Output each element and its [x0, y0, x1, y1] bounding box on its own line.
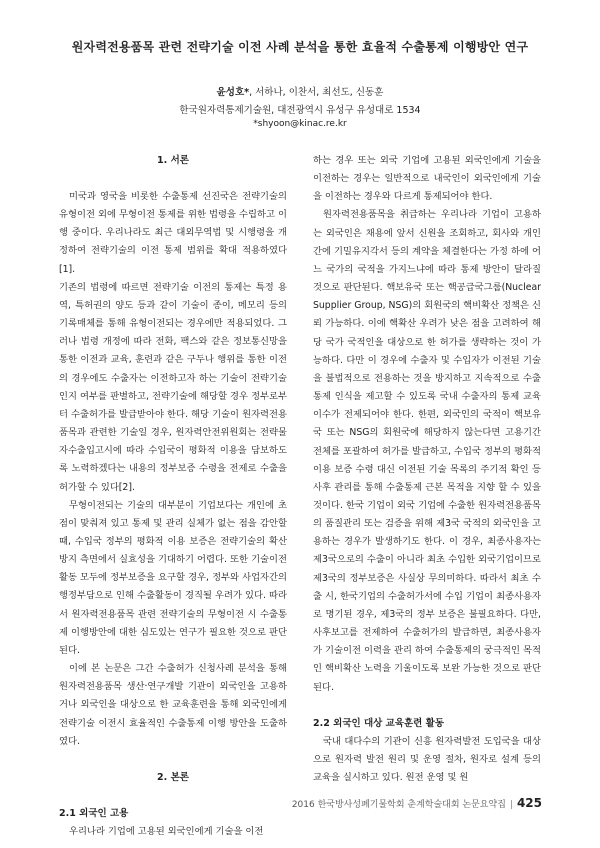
- intro-paragraph-1: 미국과 영국을 비롯한 수출통제 선진국은 전략기술의 유형이전 외에 무형이전 통제를 위한 법령을 수립하고 이행 중이다. 우리나라도 최근 대외무역법 및 시행령을 개정하여 전략기술의 이전 통제 범위를 확대 적용하였다[1].: [59, 191, 287, 275]
- body-paragraph-3: 원자력전용품목을 취급하는 우리나라 기업이 고용하는 외국인은 채용에 앞서 신원을 조회하고, 회사와 개인 간에 기밀유지각서 등의 계약을 체결한다는 가정 하에 어느 국가의 국적을 가지느냐에 따라 통제 방안이 달라질 것으로 판단된다. 핵보유국 또는 핵공급국그룹(Nuclear Supplier Group, NSG)의 회원국의 핵비확산 정책은 신뢰 가능하다. 이에 핵확산 우려가 낮은 점을 고려하여 해당 국가 국적인을 대상으로 한 허가를 생략하는 것이 가능하다. 다만 이 경우에 수출자 및 수입자가 이전된 기술을 불법적으로 전용하는 것을 방지하고 지속적으로 수출통제 인식을 제고할 수 있도록 국내 수출자의 통제 교육 이수가 전제되어야 한다. 한편, 외국인의 국적이 핵보유국 또는 NSG의 회원국에 해당하지 않는다면 고용기간 전체를 포괄하여 허가를 발급하고, 수입국 정부의 평화적 이용 보증 수령 대신 이전된 기술 목록의 주기적 확인 등 사후 관리를 통해 수출통제 근본 목적을 지향 할 수 있을 것이다. 한국 기업이 외국 기업에 수출한 원자력전용품목의 품질관리 또는 검증을 위해 제3국 국적의 외국인을 고용하는 경우가 발생하기도 한다. 이 경우, 최종사용자는 제3국으로의 수출이 아니라 최초 수입한 외국기업이므로 제3국의 정부보증은 사실상 무의미하다. 따라서 최초 수출 시, 한국기업의 수출허가서에 수입 기업이 최종사용자로 명기된 경우, 제3국의 정부 보증은 불필요하다. 다만, 사후보고를 전제하여 수출허가의 발급하면, 최종사용자가 기술이전 이력을 관리 하여 수출통제의 궁극적인 목적인 핵비확산 노력을 기울이도록 보완 가능한 것으로 판단된다.: [313, 209, 541, 693]
- right-column: [313, 152, 541, 787]
- corresponding-email: *shyoon@kinac.re.kr: [253, 119, 347, 129]
- lead-author: 윤성호*: [216, 87, 250, 98]
- spacer: [59, 787, 287, 805]
- intro-paragraph-2: 기존의 법령에 따르면 전략기술 이전의 통제는 특정 용역, 특허권의 양도 등과 같이 기술이 종이, 메모리 등의 기록매체를 통해 유형이전되는 경우에만 적용되었다. 그러나 법령 개정에 따라 전화, 팩스와 같은 정보통신망을 통한 이전과 교육, 훈련과 같은 구두나 행위를 통한 이전의 경우에도 수출자는 이전하고자 하는 기술이 전략기술인지 여부를 판별하고, 전략기술에 해당할 경우 정부로부터 수출허가를 발급받아야 한다. 해당 기술이 원자력전용품목과 관련한 기술일 경우, 원자력안전위원회는 전략물자수출입고시에 따라 수입국이 평화적 이용을 담보하도록 노력하겠다는 내용의 정부보증 수령을 전제로 수출을 허가할 수 있다[2].: [59, 281, 287, 493]
- left-column: [59, 152, 287, 841]
- proceedings-name: 2016 한국방사성폐기물학회 춘계학술대회 논문요약집: [291, 800, 506, 810]
- body-paragraph-1: 우리나라 기업에 고용된 외국인에게 기술을 이전: [69, 825, 264, 837]
- body-paragraph-2: 하는 경우 또는 외국 기업에 고용된 외국인에게 기술을 이전하는 경우는 일반적으로 내국인이 외국인에게 기술을 이전하는 경우와 다르게 통제되어야 한다.: [313, 155, 541, 203]
- spacer: [59, 170, 287, 188]
- subsection-heading-2-2: 2.2 외국인 대상 교육훈련 활동: [313, 717, 445, 729]
- author-list: [0, 84, 600, 98]
- spacer: [59, 751, 287, 769]
- section-heading-body: 2. 본론: [157, 771, 189, 783]
- page-footer: [292, 796, 542, 810]
- intro-paragraph-4: 이에 본 논문은 그간 수출허가 신청사례 분석을 통해 원자력전용품목 생산·연구개발 기관이 외국인을 고용하거나 외국인을 대상으로 한 교육훈련을 통해 외국인에게 전략기술 이전시 효율적인 수출통제 이행 방안을 도출하였다.: [59, 663, 287, 747]
- paper-title: 원자력전용품목 관련 전략기술 이전 사례 분석을 통한 효율적 수출통제 이행방안 연구: [71, 40, 529, 54]
- subsection-heading-2-1: 2.1 외국인 고용: [59, 807, 129, 819]
- spacer: [313, 697, 541, 715]
- footer-separator: |: [509, 800, 513, 810]
- co-authors: , 서하나, 이찬서, 최선도, 신동훈: [249, 87, 384, 98]
- intro-paragraph-3: 무형이전되는 기술의 대부분이 기업보다는 개인에 초점이 맞춰져 있고 통제 및 관리 실체가 없는 점을 감안할 때, 수입국 정부의 평화적 이용 보증은 전략기술의 확산 방지 측면에서 실효성을 기대하기 어렵다. 또한 기술이전 활동 모두에 정부보증을 요구할 경우, 정부와 사업자간의 행정부담으로 인해 수출활동이 경직될 우려가 있다. 따라서 원자력전용품목 관련 전략기술의 무형이전 시 수출통제 이행방안에 대한 심도있는 연구가 필요한 것으로 판단된다.: [59, 499, 287, 656]
- section-heading-intro: 1. 서론: [157, 155, 189, 166]
- page-number: 425: [516, 796, 542, 810]
- body-paragraph-4: 국내 대다수의 기관이 신흥 원자력발전 도입국을 대상으로 원자력 발전 원리 및 운영 절차, 원자로 설계 등의 교육을 실시하고 있다. 원전 운영 및 원: [313, 735, 541, 783]
- affiliation: 한국원자력통제기술원, 대전광역시 유성구 유성대로 1534: [179, 105, 421, 116]
